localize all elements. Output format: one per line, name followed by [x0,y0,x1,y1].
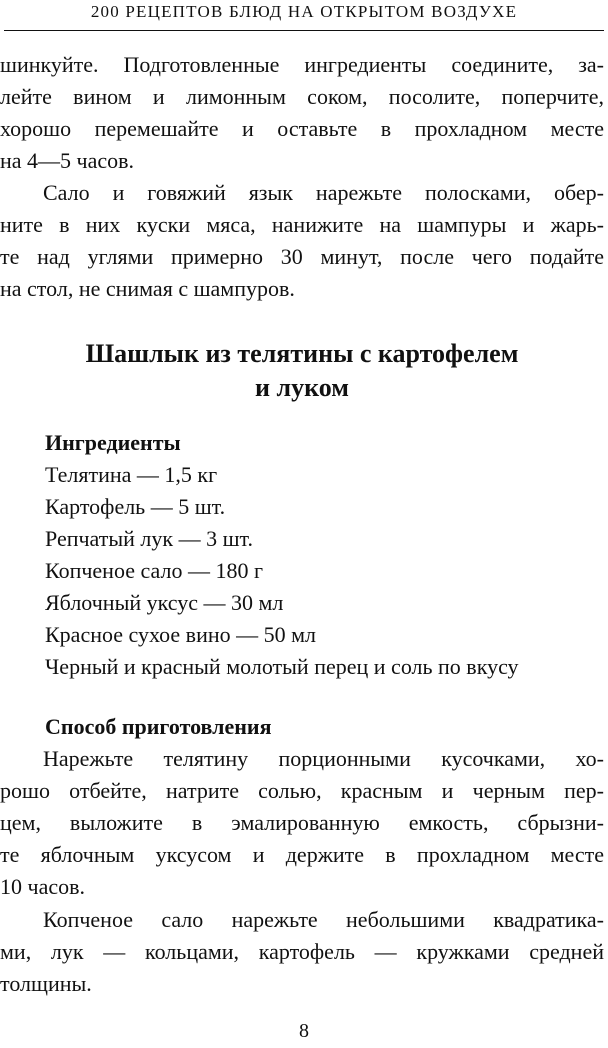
body-text-line: хорошо перемешайте и оставьте в прохладном месте [0,116,604,141]
body-text-line: цем, выложите в эмалированную емкость, сбрызни- [0,810,604,835]
body-text-line: Сало и говяжий язык нарежьте полосками, обер- [43,180,604,205]
running-head: 200 РЕЦЕПТОВ БЛЮД НА ОТКРЫТОМ ВОЗДУХЕ [90,2,518,21]
ingredient-item: Черный и красный молотый перец и соль по вкусу [45,654,519,679]
ingredient-item: Картофель — 5 шт. [45,494,226,519]
body-text-line: толщины. [0,971,92,996]
ingredients-heading: Ингредиенты [45,430,181,455]
body-text-line: шинкуйте. Подготовленные ингредиенты соедините, за- [0,52,604,77]
body-text-line: те над углями примерно 30 минут, после чего подайте [0,244,604,269]
body-text-line: на стол, не снимая с шампуров. [0,276,295,301]
body-text-line: ните в них куски мяса, нанижите на шампуры и жарь- [0,212,604,237]
ingredient-item: Красное сухое вино — 50 мл [45,622,317,647]
recipe-title-line: и луком [255,373,349,402]
body-text-line: Нарежьте телятину порционными кусочками, хо- [43,746,604,771]
body-text-line: 10 часов. [0,874,85,899]
ingredient-item: Яблочный уксус — 30 мл [45,590,284,615]
recipe-title-line: Шашлык из телятины с картофелем [85,339,519,368]
ingredient-item: Копченое сало — 180 г [45,558,263,583]
body-text-line: Копченое сало нарежьте небольшими квадратика- [43,907,604,932]
body-text-line: те яблочным уксусом и держите в прохладном месте [0,842,604,867]
body-text-line: лейте вином и лимонным соком, посолите, поперчите, [0,84,604,109]
ingredient-item: Телятина — 1,5 кг [45,462,218,487]
body-text-line: на 4—5 часов. [0,148,135,173]
page-number: 8 [299,1020,309,1042]
ingredient-item: Репчатый лук — 3 шт. [45,526,253,551]
header-rule [4,30,604,31]
body-text-line: рошо отбейте, натрите солью, красным и черным пер- [0,778,604,803]
body-text-line: ми, лук — кольцами, картофель — кружками средней [0,939,604,964]
method-heading: Способ приготовления [45,714,272,739]
